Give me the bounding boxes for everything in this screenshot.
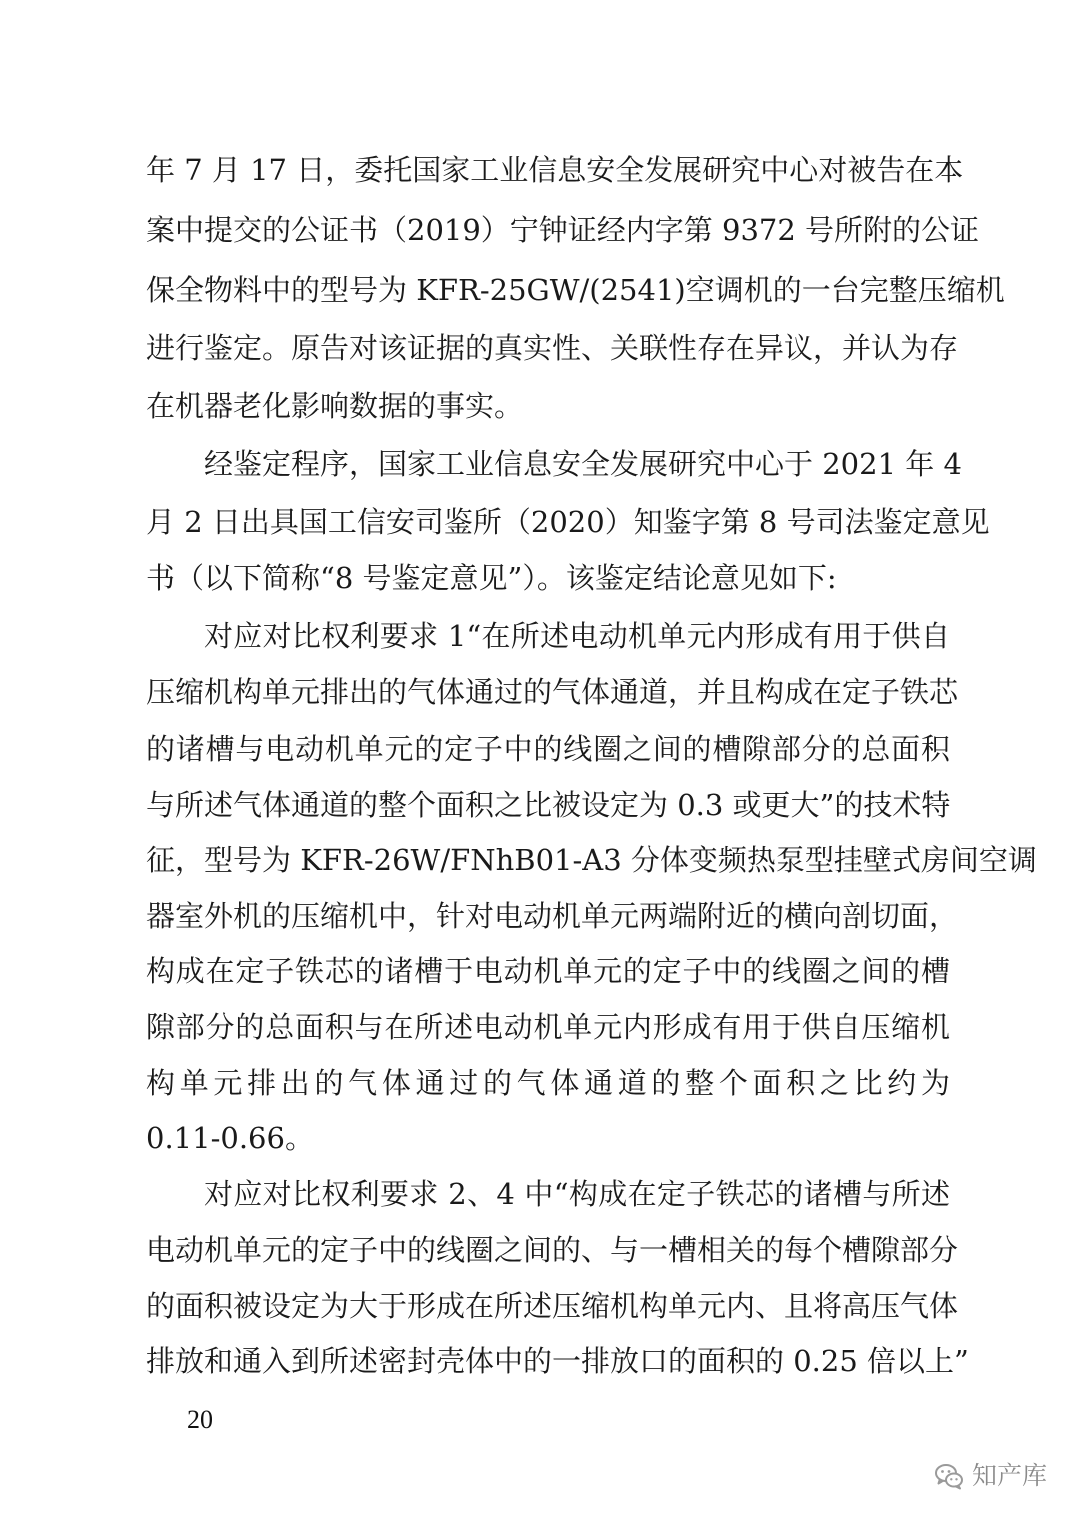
text-line: 的面积被设定为大于形成在所述压缩机构单元内、且将高压气体 [146, 1289, 959, 1323]
text-line: 构成在定子铁芯的诸槽于电动机单元的定子中的线圈之间的槽 [146, 954, 950, 988]
text-line: 书（以下简称“8 号鉴定意见”）。该鉴定结论意见如下: [146, 561, 837, 595]
text-line: 对应对比权利要求 2、4 中“构成在定子铁芯的诸槽与所述 [204, 1177, 950, 1211]
text-line: 电动机单元的定子中的线圈之间的、与一槽相关的每个槽隙部分 [146, 1233, 959, 1267]
wechat-icon [934, 1461, 964, 1491]
text-line: 在机器老化影响数据的事实。 [146, 389, 524, 423]
text-line: 的诸槽与电动机单元的定子中的线圈之间的槽隙部分的总面积 [146, 732, 950, 766]
text-line: 排放和通入到所述密封壳体中的一排放口的面积的 0.25 倍以上” [146, 1344, 969, 1378]
text-line: 压缩机构单元排出的气体通过的气体通道，并且构成在定子铁芯 [146, 675, 959, 709]
text-line: 征，型号为 KFR-26W/FNhB01-A3 分体变频热泵型挂壁式房间空调 [146, 843, 1037, 877]
text-line: 器室外机的压缩机中，针对电动机单元两端附近的横向剖切面， [146, 899, 959, 933]
text-line: 月 2 日出具国工信安司鉴所（2020）知鉴字第 8 号司法鉴定意见 [146, 505, 990, 539]
watermark [934, 1454, 1047, 1498]
text-line: 隙部分的总面积与在所述电动机单元内形成有用于供自压缩机 [146, 1010, 950, 1044]
text-line: 保全物料中的型号为 KFR-25GW/(2541)空调机的一台完整压缩机 [146, 273, 1005, 307]
text-line: 经鉴定程序，国家工业信息安全发展研究中心于 2021 年 4 [204, 447, 962, 481]
text-line: 与所述气体通道的整个面积之比被设定为 0.3 或更大”的技术特 [146, 788, 951, 822]
text-line: 进行鉴定。原告对该证据的真实性、关联性存在异议，并认为存 [146, 331, 959, 365]
text-line: 0.11-0.66。 [146, 1121, 314, 1155]
text-line: 构单元排出的气体通过的气体通道的整个面积之比约为 [146, 1066, 950, 1100]
text-line: 案中提交的公证书（2019）宁钟证经内字第 9372 号所附的公证 [146, 213, 980, 247]
watermark-text: 知产库 [972, 1461, 1048, 1490]
text-line: 对应对比权利要求 1“在所述电动机单元内形成有用于供自 [204, 619, 950, 653]
page-number: 20 [187, 1405, 213, 1434]
text-line: 年 7 月 17 日，委托国家工业信息安全发展研究中心对被告在本 [146, 153, 964, 187]
